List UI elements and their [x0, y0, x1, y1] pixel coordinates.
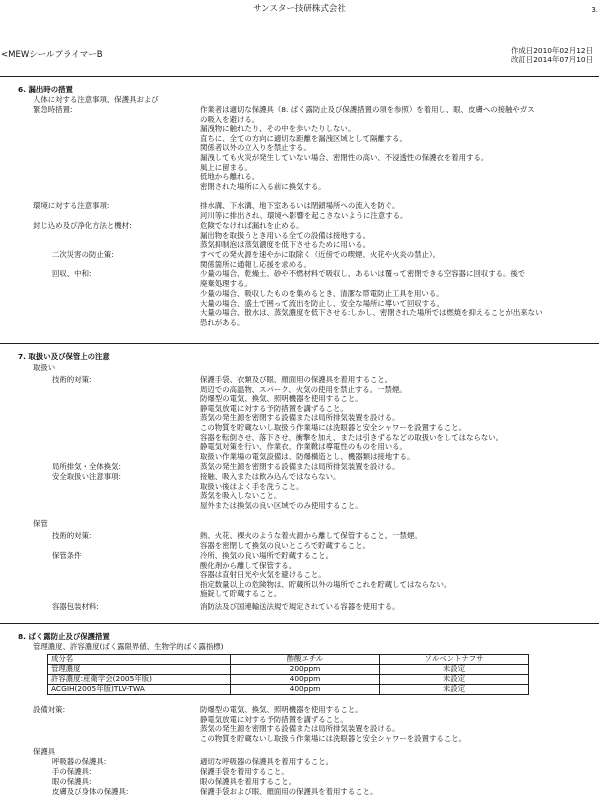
- table-row: [48, 665, 529, 675]
- revised-date: 改訂日2014年07月10日: [511, 55, 593, 65]
- text-line: 風上に留まる。: [200, 162, 252, 172]
- s8-skin-label: 皮膚及び身体の保護具:: [52, 787, 129, 796]
- s6-recovery-label: 回収、中和:: [52, 269, 92, 278]
- text-line: 関係箇所に通報し応援を求める。: [200, 259, 311, 269]
- text-line: この物質を貯蔵ないし取扱う作業場には洗眼器と安全シャワーを設置すること。: [200, 733, 466, 743]
- text-line: 廃棄処理する。: [200, 278, 252, 288]
- text-line: 大量の場合、散水は、蒸気濃度を低下させる:しかし、密閉された場所では燃焼を抑えることが出来ない: [200, 308, 543, 318]
- text-line: 蒸気の発生源を密閉する設備または局所排気装置を設ける。: [200, 724, 400, 734]
- page-number: 3.: [591, 6, 598, 14]
- s8-ppe-heading: 保護具: [33, 747, 56, 756]
- s6-recovery-lines: [200, 290, 542, 328]
- exposure-table: [47, 654, 529, 695]
- company-name: サンスター技研株式会社: [253, 4, 346, 14]
- table-cell: 400ppm: [231, 685, 380, 695]
- text-line: 少量の場合、乾燥土、砂や不燃材料で吸収し、あるいは覆って密閉できる空容器に回収する。後で: [200, 269, 526, 279]
- s6-secondary-lines: [200, 251, 525, 289]
- section-6-divider: [0, 343, 599, 344]
- header-divider: [0, 76, 599, 77]
- s8-equip-lines: [200, 706, 466, 744]
- s7-pack-label: 容器包装材料:: [52, 602, 99, 611]
- s7-cond-label: 保管条件: [52, 551, 82, 560]
- s6-contain-label: 封じ込め及び浄化方法と機材:: [33, 221, 132, 230]
- s8-equip-label: 設備対策:: [33, 705, 66, 714]
- text-line: 施錠して貯蔵すること。: [200, 589, 282, 599]
- text-line: 漏出物を取扱うとき用いる全ての設備は接地する。: [200, 230, 370, 240]
- s6-label-1: 人体に対する注意事項、保護具および: [33, 95, 159, 104]
- created-date: 作成日2010年02月12日: [511, 46, 593, 55]
- text-line: 静電気放電に対する予防措置を講ずること。: [200, 403, 348, 413]
- text-line: 熱、火花、裸火のような着火源から離して保管すること。一禁煙。: [200, 531, 422, 540]
- document-dates: [511, 46, 593, 65]
- table-row: [48, 685, 529, 695]
- text-line: 作業者は適切な保護具（8. ばく露防止及び保護措置の項を参照）を着用し、眼、皮膚への接触やガス: [200, 105, 535, 114]
- s8-skin-text: 保護手袋および眼、顔面用の保護具を着用すること。: [200, 787, 378, 796]
- s7-cond-lines: [200, 552, 451, 600]
- s7-pack-text: 消防法及び国連輸送法規で規定されている容器を使用する。: [200, 602, 400, 611]
- section-7-title: 7. 取扱い及び保管上の注意: [18, 352, 110, 361]
- table-cell: 400ppm: [231, 675, 380, 685]
- table-cell: 管理濃度: [48, 665, 231, 675]
- section-6-title: 6. 漏出時の措置: [18, 85, 73, 94]
- table-cell: 200ppm: [231, 665, 380, 675]
- text-line: 酸化剤から離して保管する。: [200, 560, 297, 570]
- text-line: すべての発火源を速やかに取除く（近傍での喫煙、火花や火炎の禁止）。: [200, 250, 441, 259]
- text-line: 危険でなければ漏れを止める。: [200, 221, 304, 230]
- s7-tech-label: 技術的対策:: [52, 375, 92, 384]
- text-line: この物質を貯蔵ないし取扱う作業場には洗眼器と安全シャワーを設置すること。: [200, 422, 466, 432]
- text-line: 大量の場合、盛土で囲って流出を防止し、安全な場所に導いて回収する。: [200, 298, 444, 308]
- s8-resp-text: 適切な呼吸器の保護具を着用すること。: [200, 757, 334, 766]
- product-name: <MEWシールプライマーB: [1, 50, 103, 60]
- text-line: 指定数量以上の危険物は、貯蔵所以外の場所でこれを貯蔵してはならない。: [200, 579, 452, 589]
- s7-safe-lines: [200, 473, 363, 511]
- table-cell: 許容濃度:産衛学会(2005年版): [48, 675, 231, 685]
- s7-local-text: 蒸気の発生源を密閉する設備または局所排気装置を設ける。: [200, 462, 400, 471]
- text-line: 防爆型の電気、換気、照明機器を使用すること。: [200, 394, 363, 404]
- s8-resp-label: 呼吸器の保護具:: [52, 757, 107, 766]
- s8-hand-text: 保護手袋を着用すること。: [200, 767, 289, 776]
- s6-contain-lines: [200, 222, 370, 251]
- text-line: 容器を密閉して換気の良いところで貯蔵すること。: [200, 540, 370, 550]
- s7-tech-lines: [200, 376, 503, 462]
- section-7-divider: [0, 623, 599, 624]
- text-line: 関係者以外の立入りを禁止する。: [200, 143, 311, 153]
- section-8-title: 8. ばく露防止及び保護措置: [18, 632, 110, 641]
- s7-stech-lines: [200, 532, 422, 551]
- s8-subtitle: 管理濃度、許容濃度(ばく露限界値、生物学的ばく露指標): [33, 642, 224, 651]
- s6-secondary-label: 二次災害の防止策:: [52, 250, 114, 259]
- text-line: 少量の場合、吸収したものを集めるとき、清潔な帯電防止工具を用いる。: [200, 289, 444, 298]
- s6-emergency-lines: [200, 106, 535, 192]
- s6-env-lines: [200, 202, 407, 221]
- text-line: 恐れがある。: [200, 317, 245, 327]
- table-cell: 未設定: [380, 665, 529, 675]
- s8-eye-label: 眼の保護具:: [52, 777, 92, 786]
- text-line: 容器は直射日光や火気を避けること。: [200, 570, 326, 580]
- text-line: 静電気放電に対する予防措置を講ずること。: [200, 714, 348, 724]
- text-line: 取扱い作業場の電気設備は、防爆構造とし、機器類は接地する。: [200, 451, 415, 461]
- s8-eye-text: 眼の保護具を着用すること。: [200, 777, 297, 786]
- text-line: 密閉された場所に入る前に換気する。: [200, 181, 326, 191]
- text-line: 容器を転倒させ、落下させ、衝撃を加え、または引きずるなどの取扱いをしてはならない。: [200, 432, 504, 442]
- table-header-cell: ソルベントナフサ: [380, 655, 529, 665]
- table-cell: 未設定: [380, 685, 529, 695]
- s7-stech-label: 技術的対策:: [52, 531, 92, 540]
- text-line: 取扱い後はよく手を洗うこと。: [200, 481, 304, 491]
- text-line: の吸入を避ける。: [200, 114, 260, 124]
- text-line: 屋外または換気の良い区域でのみ使用すること。: [200, 500, 363, 510]
- text-line: 静電気対策を行い、作業衣、作業靴は導電性のものを用いる。: [200, 442, 407, 452]
- text-line: 蒸気の発生源を密閉する設備または局所排気装置を設ける。: [200, 413, 400, 423]
- text-line: 周辺での高温物、スパーク、火気の使用を禁止する。一禁煙。: [200, 384, 407, 394]
- text-line: 低地から離れる。: [200, 172, 260, 182]
- text-line: 漏洩物に触れたり、その中を歩いたりしない。: [200, 124, 356, 134]
- table-header-row: [48, 655, 529, 665]
- text-line: 冷所、換気の良い場所で貯蔵すること。: [200, 551, 334, 560]
- text-line: 漏洩しても火災が発生していない場合、密閉性の高い、不浸透性の保護衣を着用する。: [200, 152, 489, 162]
- text-line: 蒸気抑制泡は蒸気濃度を低下させるために用いる。: [200, 240, 370, 250]
- text-line: 蒸気を吸入しないこと。: [200, 491, 282, 501]
- text-line: 防爆型の電気、換気、照明機器を使用すること。: [200, 705, 363, 714]
- s7-safe-label: 安全取扱い注意事項:: [52, 472, 122, 481]
- s7-local-label: 局所排気・全体換気:: [52, 462, 122, 471]
- table-header-cell: 酢酸エチル: [231, 655, 380, 665]
- table-cell: 未設定: [380, 675, 529, 685]
- table-row: [48, 675, 529, 685]
- s7-handling-heading: 取扱い: [33, 363, 56, 372]
- s6-env-label: 環境に対する注意事項:: [33, 201, 110, 210]
- text-line: 河川等に排出され、環境へ影響を起こさないように注意する。: [200, 210, 408, 220]
- text-line: 接触、吸入または飲み込んではならない。: [200, 472, 341, 481]
- text-line: 保護手袋、衣類及び眼、顔面用の保護具を着用すること。: [200, 375, 393, 384]
- s7-storage-heading: 保管: [33, 519, 48, 528]
- text-line: 排水溝、下水溝、地下室あるいは閉鎖場所への流入を防ぐ。: [200, 201, 400, 210]
- s6-label-2: 緊急時措置:: [33, 105, 73, 114]
- table-header-cell: 成分名: [48, 655, 231, 665]
- s8-hand-label: 手の保護具:: [52, 767, 92, 776]
- text-line: 直ちに、全ての方向に適切な距離を漏洩区域として隔離する。: [200, 133, 407, 143]
- table-cell: ACGIH(2005年版)TLV-TWA: [48, 685, 231, 695]
